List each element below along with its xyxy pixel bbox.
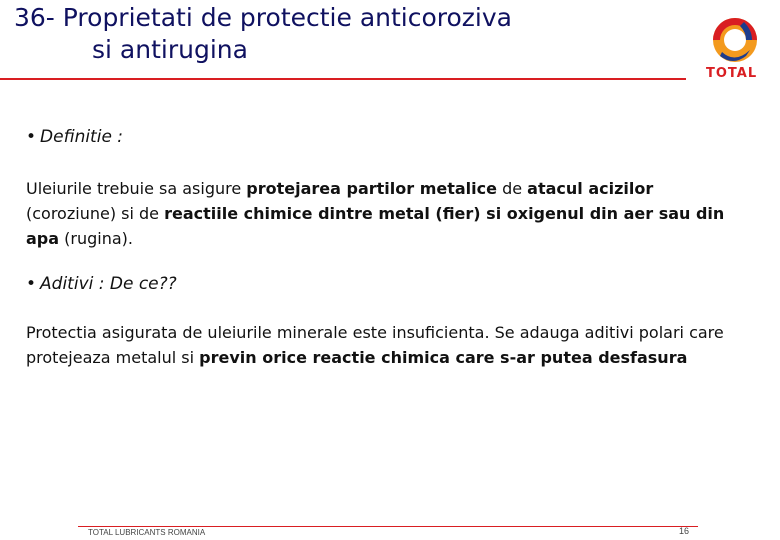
bold-run: atacul acizilor	[527, 179, 654, 198]
definition-paragraph	[26, 176, 746, 251]
logo-wordmark: TOTAL	[706, 66, 758, 81]
bullet-icon: •	[26, 274, 37, 294]
footer-divider	[78, 526, 698, 527]
bold-run: protejarea partilor metalice	[246, 179, 497, 198]
additives-heading-text: Aditivi : De ce??	[40, 274, 177, 294]
text-run: (coroziune) si de	[26, 204, 165, 223]
additives-paragraph	[26, 320, 746, 370]
text-run: Protectia asigurata de uleiurile minerale este insuficienta. Se adauga aditivi polari care protejeaza metalul si	[26, 323, 724, 367]
slide-title	[14, 2, 674, 66]
text-run: de	[496, 179, 528, 198]
page-number: 16	[679, 526, 690, 536]
definition-heading-text: Definitie :	[40, 127, 124, 147]
bullet-icon: •	[26, 127, 37, 147]
title-divider	[0, 78, 686, 80]
title-line-1: 36- Proprietati de protectie anticoroziva	[14, 3, 512, 32]
title-line-2: si antirugina	[92, 35, 248, 64]
text-run: (rugina).	[59, 229, 133, 248]
definition-heading	[26, 127, 123, 147]
footer-label: TOTAL LUBRICANTS ROMANIA	[88, 528, 206, 537]
additives-heading	[26, 274, 177, 294]
bold-run: reactiile chimice dintre metal (fier) si oxigenul din aer sau din apa	[26, 204, 725, 248]
text-run: Uleiurile trebuie sa asigure	[26, 179, 247, 198]
bold-run: previn orice reactie chimica care s-ar putea desfasura	[199, 348, 688, 367]
